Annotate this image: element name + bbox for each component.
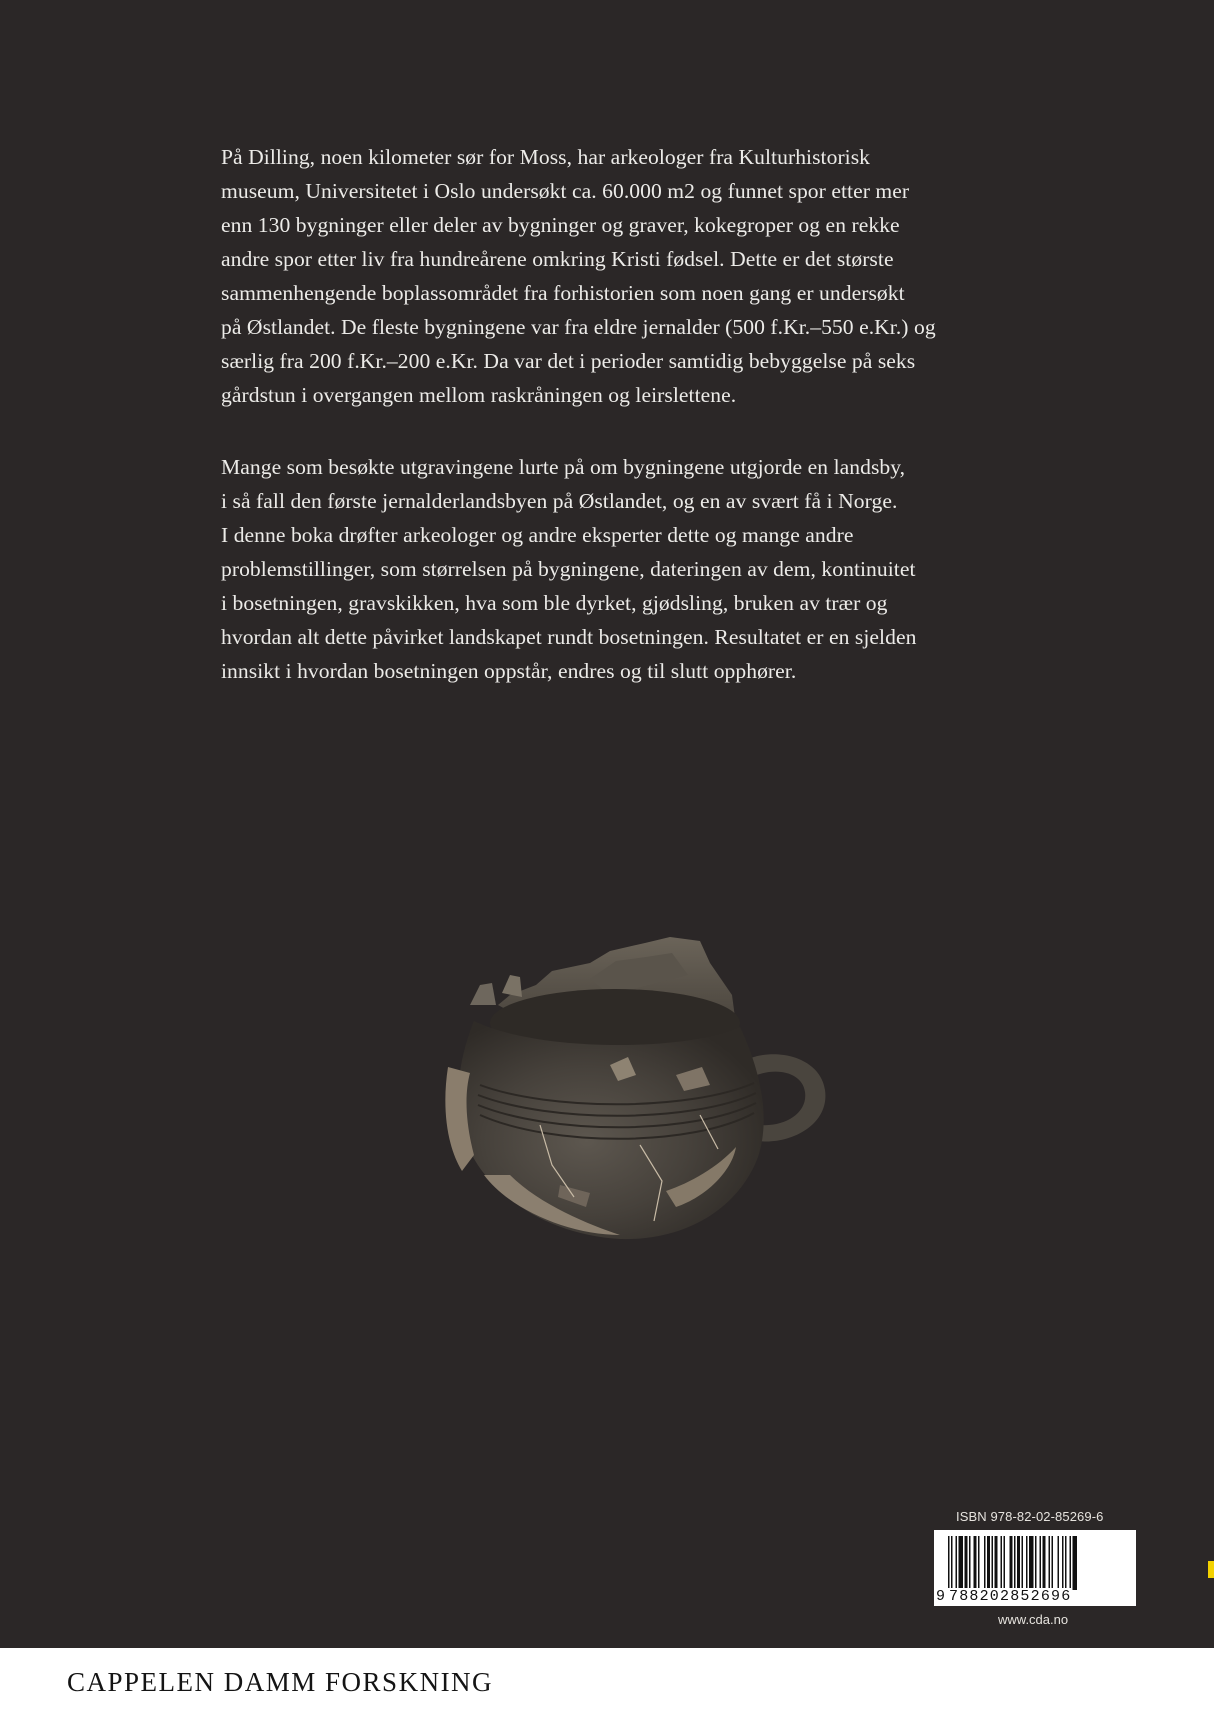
barcode-digit-string: 788202852696 bbox=[949, 1588, 1072, 1605]
barcode-bar bbox=[995, 1536, 998, 1588]
barcode-bar bbox=[1035, 1536, 1037, 1588]
barcode-bar bbox=[987, 1536, 990, 1588]
text-line: i bosetningen, gravskikken, hva som ble dyrket, gjødsling, bruken av trær og bbox=[221, 591, 888, 615]
text-line: problemstillinger, som størrelsen på bygningene, dateringen av dem, kontinuitet bbox=[221, 557, 916, 581]
spine-color-tab bbox=[1208, 1561, 1214, 1578]
barcode-bar bbox=[1001, 1536, 1003, 1588]
barcode-bar bbox=[1014, 1536, 1016, 1588]
text-line: andre spor etter liv fra hundreårene omkring Kristi fødsel. Dette er det største bbox=[221, 247, 894, 271]
barcode-bar bbox=[1026, 1536, 1028, 1588]
text-line: på Østlandet. De fleste bygningene var fra eldre jernalder (500 f.Kr.–550 e.Kr.) og bbox=[221, 315, 936, 339]
isbn-number: ISBN 978-82-02-85269-6 bbox=[956, 1509, 1104, 1524]
text-line: museum, Universitetet i Oslo undersøkt ca. 60.000 m2 og funnet spor etter mer bbox=[221, 179, 910, 203]
barcode-bar bbox=[978, 1536, 980, 1588]
barcode-bar bbox=[951, 1536, 953, 1590]
barcode-bar bbox=[1010, 1536, 1013, 1588]
barcode-bar bbox=[969, 1536, 971, 1588]
barcode-bar bbox=[1043, 1536, 1046, 1588]
barcode-bar bbox=[1062, 1536, 1064, 1588]
barcode-bar bbox=[1004, 1536, 1006, 1588]
text-line: Mange som besøkte utgravingene lurte på om bygningene utgjorde en landsby, bbox=[221, 455, 906, 479]
barcode-bar bbox=[948, 1536, 950, 1590]
barcode-bar bbox=[1049, 1536, 1051, 1588]
publisher-website: www.cda.no bbox=[998, 1612, 1069, 1627]
barcode-bar bbox=[1065, 1536, 1067, 1588]
barcode-bars bbox=[934, 1530, 1136, 1590]
ean-barcode bbox=[934, 1530, 1136, 1606]
barcode-bar bbox=[965, 1536, 968, 1588]
barcode-bar bbox=[1070, 1536, 1072, 1588]
barcode-first-digit: 9 bbox=[936, 1588, 947, 1605]
barcode-bar bbox=[956, 1536, 958, 1588]
barcode-bar bbox=[1052, 1536, 1054, 1588]
text-line: hvordan alt dette påvirket landskapet rundt bosetningen. Resultatet er en sjelden bbox=[221, 625, 917, 649]
barcode-bar bbox=[959, 1536, 964, 1588]
text-line: sammenhengende boplassområdet fra forhistorien som noen gang er undersøkt bbox=[221, 281, 905, 305]
barcode-bar bbox=[974, 1536, 977, 1588]
text-line: enn 130 bygninger eller deler av bygninger og graver, kokegroper og en rekke bbox=[221, 213, 900, 237]
text-line: i så fall den første jernalderlandsbyen på Østlandet, og en av svært få i Norge. bbox=[221, 489, 898, 513]
text-line: gårdstun i overgangen mellom raskråningen og leirslettene. bbox=[221, 383, 737, 407]
barcode-bar bbox=[1040, 1536, 1042, 1588]
barcode-bar bbox=[1029, 1536, 1034, 1588]
barcode-bar bbox=[1058, 1536, 1060, 1588]
publisher-logo: CAPPELEN DAMM FORSKNING bbox=[67, 1667, 494, 1697]
barcode-bar bbox=[1017, 1536, 1020, 1588]
barcode-bar bbox=[1073, 1536, 1078, 1590]
text-line: særlig fra 200 f.Kr.–200 e.Kr. Da var det i perioder samtidig bebyggelse på seks bbox=[221, 349, 916, 373]
text-line: innsikt i hvordan bosetningen oppstår, endres og til slutt opphører. bbox=[221, 659, 797, 683]
barcode-bar bbox=[984, 1536, 986, 1588]
barcode-bar bbox=[1022, 1536, 1024, 1588]
description-paragraph-1 bbox=[221, 140, 1041, 412]
text-line: På Dilling, noen kilometer sør for Moss, har arkeologer fra Kulturhistorisk bbox=[221, 145, 871, 169]
barcode-bar bbox=[992, 1536, 994, 1588]
clay-pot-photo bbox=[440, 935, 850, 1275]
description-paragraph-2 bbox=[221, 450, 1041, 688]
text-line: I denne boka drøfter arkeologer og andre eksperter dette og mange andre bbox=[221, 523, 854, 547]
